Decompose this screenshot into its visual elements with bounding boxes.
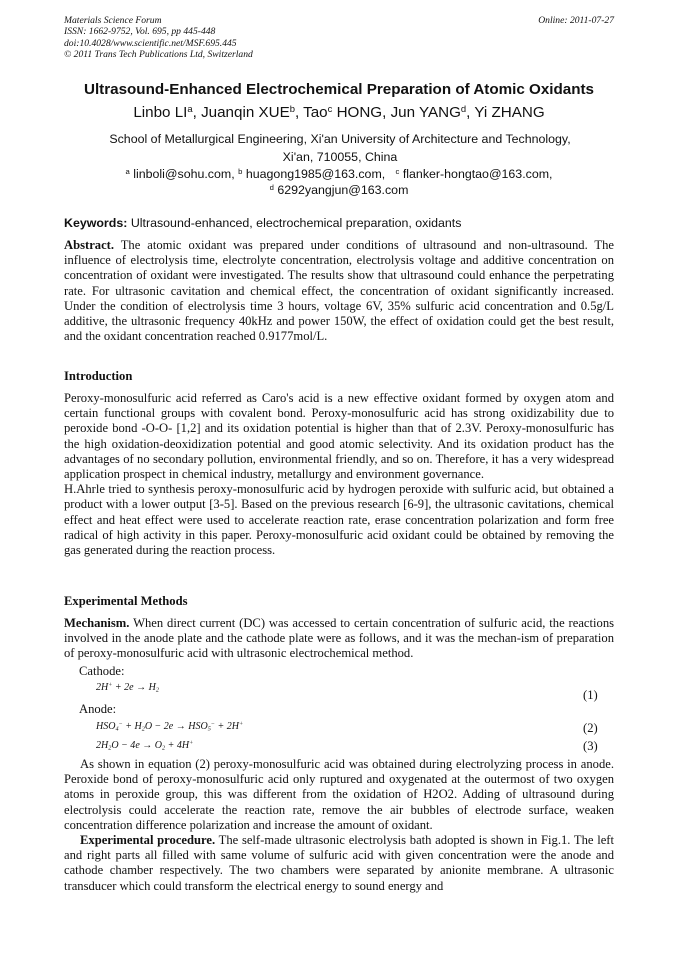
equation-1: $2H^+ + 2e \to H_2$ xyxy=(96,681,159,694)
equation-2-number: (2) xyxy=(583,721,598,735)
author-sup: b xyxy=(289,102,295,114)
author-name: Yi ZHANG xyxy=(474,104,545,121)
methods-heading: Experimental Methods xyxy=(64,594,188,608)
journal-name: Materials Science Forum xyxy=(64,15,162,26)
doi: doi:10.4028/www.scientific.net/MSF.695.445 xyxy=(64,37,237,49)
journal-header xyxy=(64,15,253,61)
email-list: $^a$ linboli@sohu.com, $^b$ huagong1985@163.com, $^c$ flanker-hongtao@163.com, $^d$ 6292yangjun@163.com xyxy=(125,166,553,197)
intro-paragraph-1: Peroxy-monosulfuric acid referred as Caro's acid is a new effective oxidant formed by oxygen atom and certain functional groups with covalent bond. Peroxy-monosulfuric acid has strong oxidizability due to peroxide bond -O-O- [1,2] and its oxidation potential is higher than that of 2.3V. Peroxy-monosulfuric has the high oxidation-deoxidization potential and good atomic selectivity. And its oxidation product has the advantages of no secondary pollution, environmental friendly, and so on. Therefore, it has a very widespread application prospect in chemical industry, metallurgy and environment governance. xyxy=(64,391,614,482)
copyright: © 2011 Trans Tech Publications Ltd, Switzerland xyxy=(64,49,253,61)
author-sup: a xyxy=(187,102,193,114)
author-name: Linbo LI xyxy=(133,104,188,121)
author-name: HONG, Jun YANG xyxy=(336,104,461,121)
intro-paragraph-2: H.Ahrle tried to synthesis peroxy-monosulfuric acid by hydrogen peroxide with sulfuric acid, but obtained a product with a lower output [3-5]. Based on the previous research [6-9], the ultrasonic cavitations, chemical effect and heat effect were used to accelerate reaction rate, erase concentration polarization and form free radical of high activity in this paper. Peroxy-monosulfuric acid oxidant could be obtained by removing the gas generated during the reaction process. xyxy=(64,482,614,558)
email-b[interactable]: huagong1985@163.com, xyxy=(245,167,386,181)
email-c[interactable]: flanker-hongtao@163.com, xyxy=(402,167,553,181)
author-name: Tao xyxy=(303,104,328,121)
affiliation: School of Metallurgical Engineering, Xi'an University of Architecture and Technology, Xi'an, 710055, China xyxy=(109,132,571,164)
equation-1-number: (1) xyxy=(583,688,598,702)
abstract-text: The atomic oxidant was prepared under conditions of ultrasound and non-ultrasound. The influence of electrolysis time, electrolyte concentration, electrolysis voltage and additive concentration on concentration of oxidant were investigated. The results show that ultrasound could enhance the perpetrating rate. For ultrasonic cavitation and chemical effect, the concentration of oxidant significantly increased. Under the condition of electrolysis time 3 hours, voltage 6V, 35% sulfuric acid concentration and 0.5g/L additive, the ultrasonic frequency 40kHz and power 150W, the effect of oxidation could get the best result, and the oxidant concentration reached 0.9177mol/L. xyxy=(64,238,614,344)
procedure-label: Experimental procedure. xyxy=(80,833,216,848)
equation-3: $2H_2O - 4e \to O_2 + 4H^+$ xyxy=(96,739,194,752)
cathode-label: Cathode: xyxy=(79,664,125,678)
author-sup: c xyxy=(327,102,333,114)
author-name: Juanqin XUE xyxy=(201,104,290,121)
mechanism-discussion: As shown in equation (2) peroxy-monosulfuric acid was obtained during electrolyzing process in anode. Peroxide bond of peroxy-monosulfuric acid only ruptured and oxygenated at the outermost of two oxygen atoms in peroxide group, this was different from the oxidation of H2O2. Adding of ultrasound during electrolysis could accelerate the reaction rate, remove the air bubbles of electrode surface, weaken concentration difference polarization and increase the amount of oxidant. Experimental procedure. The self-made ultrasonic electrolysis bath adopted is shown in Fig.1. The left and right parts all filled with same volume of sulfuric acid with given concentration were the anode and cathode chamber respectively. The two chambers were separated by anionite membrane. A ultrasonic transducer which could transform the electrical energy to sound energy and xyxy=(64,757,614,893)
issn: ISSN: 1662-9752, Vol. 695, pp 445-448 xyxy=(64,26,216,38)
email-a[interactable]: linboli@sohu.com, xyxy=(133,167,235,181)
equation-2: $HSO_4^- + H_2O - 2e \to HSO_5^- + 2H^+$ xyxy=(96,720,244,733)
author-list: Linbo $LI^a$, Juanqin XUE$^b$, Tao$^c$ HONG, Jun YANG$^d$, Yi ZHANG xyxy=(133,102,545,121)
keywords-text: Ultrasound-enhanced, electrochemical preparation, oxidants xyxy=(130,216,462,230)
keywords xyxy=(64,216,614,230)
anode-label: Anode: xyxy=(79,702,117,716)
abstract xyxy=(64,238,614,344)
paper-title: Ultrasound-Enhanced Electrochemical Preparation of Atomic Oxidants xyxy=(83,81,594,98)
introduction-body xyxy=(64,391,614,558)
mechanism-label: Mechanism. xyxy=(64,616,130,630)
author-sup: d xyxy=(460,102,467,114)
keywords-label: Keywords: xyxy=(64,216,128,230)
mechanism-paragraph: Mechanism. When direct current (DC) was accessed to certain concentration of sulfuric acid, the reactions involved in the anode plate and the cathode plate were as follows, and it was the mechan-ism of preparation of peroxy-monosulfuric acid with ultrasonic electrochemical method. xyxy=(64,616,615,661)
introduction-heading: Introduction xyxy=(64,369,133,383)
email-d[interactable]: 6292yangjun@163.com xyxy=(277,183,409,197)
equation-3-number: (3) xyxy=(583,739,598,753)
online-date: Online: 2011-07-27 xyxy=(538,15,614,26)
abstract-label: Abstract. xyxy=(64,238,115,252)
